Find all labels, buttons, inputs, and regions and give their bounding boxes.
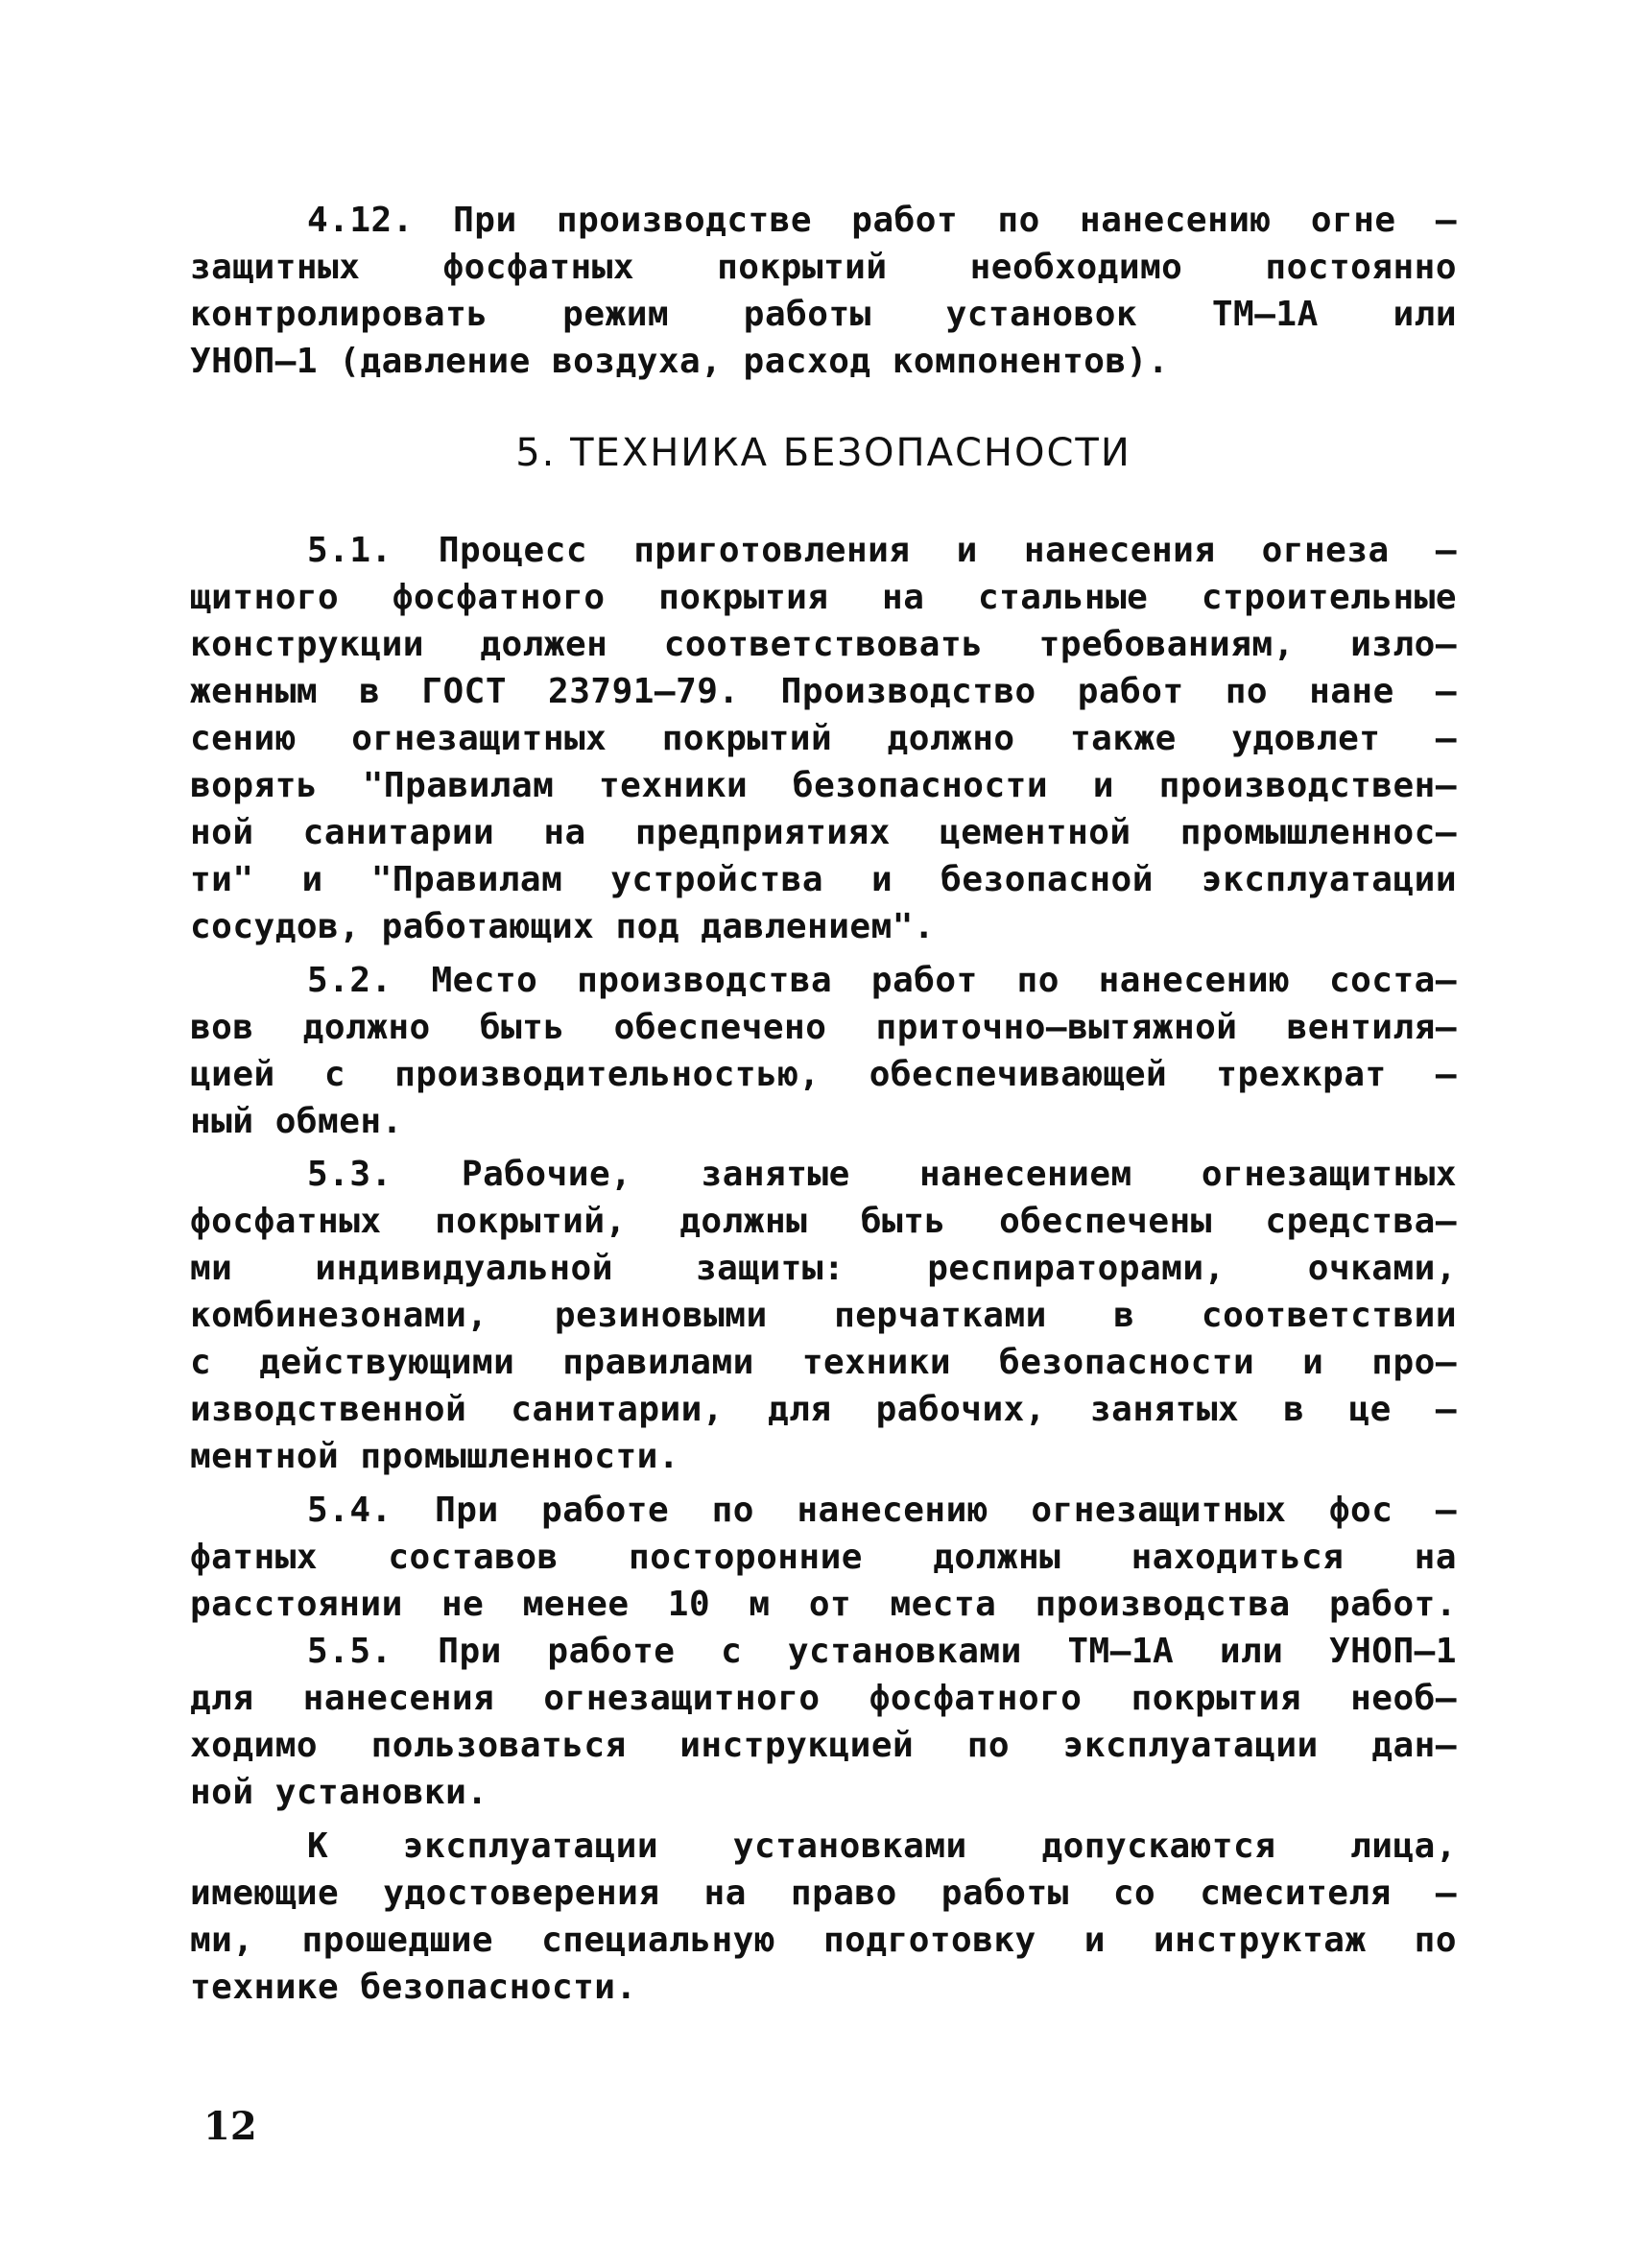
para-5-5-line-2: для нанесения огнезащитного фосфатного покрытия необ– [190, 1679, 1457, 1718]
para-5-5-line-1: 5.5. При работе с установками ТМ–1А или УНОП–1 [307, 1632, 1457, 1671]
para-5-1-line-5: сению огнезащитных покрытий должно также удовлет – [190, 719, 1457, 758]
section-heading: 5. ТЕХНИКА БЕЗОПАСНОСТИ [515, 431, 1131, 475]
para-4-12-line-1: 4.12. При производстве работ по нанесению огне – [307, 201, 1457, 240]
para-5-1-line-8: ти" и "Правилам устройства и безопасной эксплуатации [190, 860, 1457, 899]
para-5-3-line-5: с действующими правилами техники безопасности и про– [190, 1343, 1457, 1382]
para-5-4-line-3: расстоянии не менее 10 м от места производства работ. [190, 1585, 1457, 1624]
para-5-5-b-line-2: имеющие удостоверения на право работы со смесителя – [190, 1874, 1457, 1913]
para-5-2-line-3: цией с производительностью, обеспечивающей трехкрат – [190, 1055, 1457, 1094]
para-5-2-line-1: 5.2. Место производства работ по нанесению соста– [307, 961, 1457, 1000]
para-5-3-line-3: ми индивидуальной защиты: респираторами, очками, [190, 1249, 1457, 1288]
para-5-1-line-6: ворять "Правилам техники безопасности и производствен– [190, 766, 1457, 805]
para-5-3-line-2: фосфатных покрытий, должны быть обеспечены средства– [190, 1202, 1457, 1241]
para-5-5-b-line-4: технике безопасности. [190, 1968, 637, 2007]
para-5-5-b-line-1: К эксплуатации установками допускаются лица, [307, 1826, 1457, 1866]
para-5-2-line-4: ный обмен. [190, 1102, 403, 1141]
para-5-1-line-7: ной санитарии на предприятиях цементной промышленнос– [190, 813, 1457, 852]
para-4-12-line-2: защитных фосфатных покрытий необходимо постоянно [190, 248, 1457, 287]
para-5-5-line-3: ходимо пользоваться инструкцией по эксплуатации дан– [190, 1726, 1457, 1765]
para-5-5-b-line-3: ми, прошедшие специальную подготовку и инструктаж по [190, 1921, 1457, 1960]
para-5-2-line-2: вов должно быть обеспечено приточно–вытяжной вентиля– [190, 1008, 1457, 1047]
para-5-1-line-4: женным в ГОСТ 23791–79. Производство работ по нане – [190, 672, 1457, 711]
para-5-1-line-1: 5.1. Процесс приготовления и нанесения огнеза – [307, 531, 1457, 570]
para-5-3-line-7: ментной промышленности. [190, 1437, 679, 1476]
para-4-12-line-4: УНОП–1 (давление воздуха, расход компонентов). [190, 342, 1169, 381]
para-4-12-line-3: контролировать режим работы установок ТМ–1А или [190, 295, 1457, 334]
para-5-3-line-1: 5.3. Рабочие, занятые нанесением огнезащитных [307, 1155, 1457, 1194]
para-5-4-line-1: 5.4. При работе по нанесению огнезащитных фос – [307, 1491, 1457, 1530]
para-5-1-line-9: сосудов, работающих под давлением". [190, 907, 936, 946]
para-5-1-line-2: щитного фосфатного покрытия на стальные строительные [190, 578, 1457, 617]
para-5-4-line-2: фатных составов посторонние должны находиться на [190, 1538, 1457, 1577]
page-number: 12 [203, 2104, 257, 2149]
para-5-3-line-4: комбинезонами, резиновыми перчатками в соответствии [190, 1296, 1457, 1335]
para-5-3-line-6: изводственной санитарии, для рабочих, занятых в це – [190, 1390, 1457, 1429]
para-5-5-line-4: ной установки. [190, 1773, 488, 1812]
para-5-1-line-3: конструкции должен соответствовать требованиям, изло– [190, 625, 1457, 664]
